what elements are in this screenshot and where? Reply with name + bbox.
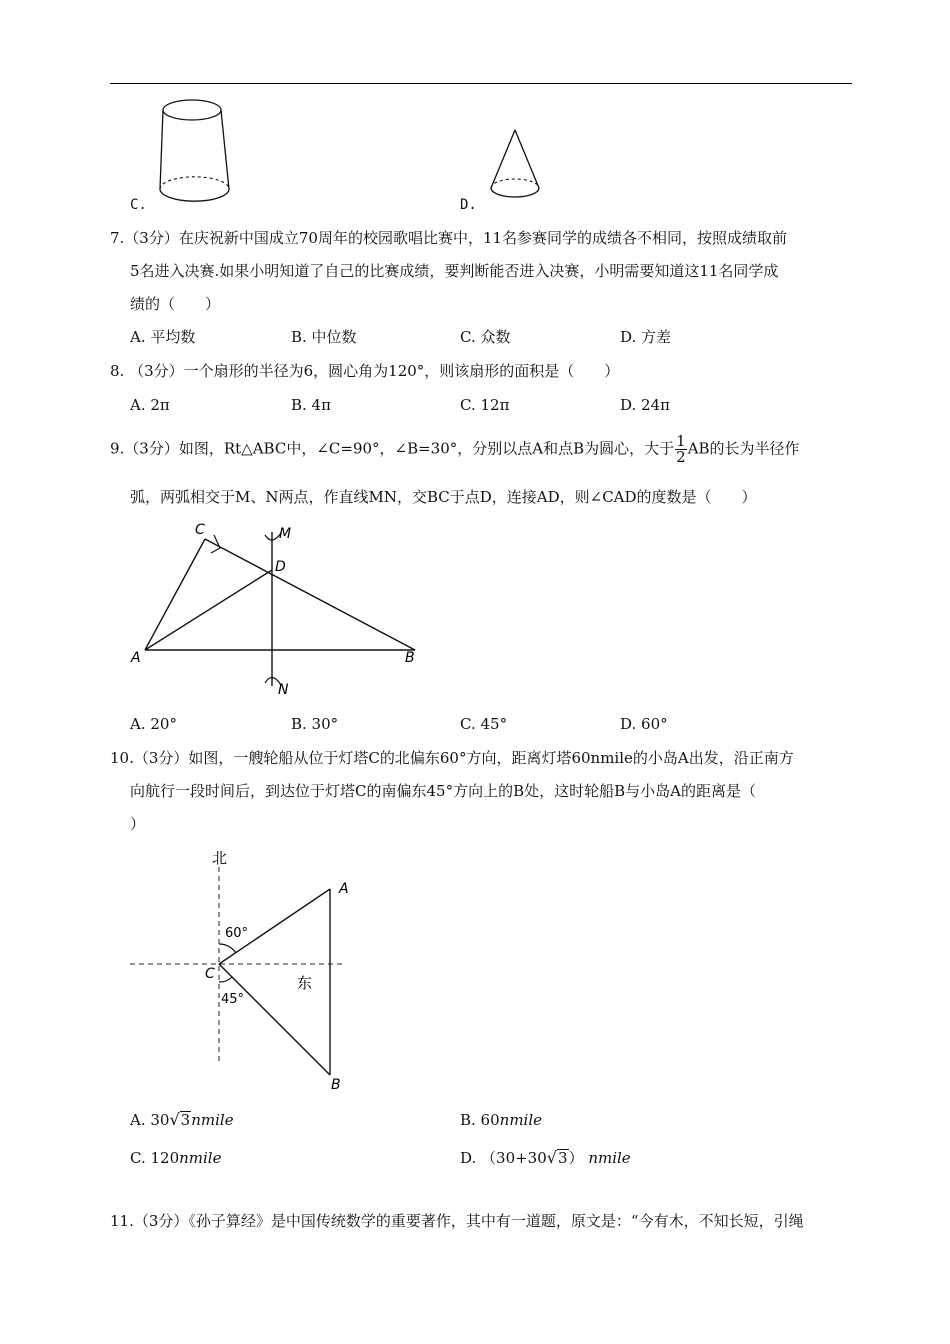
q9-option-d[interactable]: D. 60° (620, 715, 668, 733)
q7-line1: 7.（3分）在庆祝新中国成立70周年的校园歌唱比赛中，11名参赛同学的成绩各不相同，按照成绩取前 (110, 229, 788, 247)
q9-option-a[interactable]: A. 20° (130, 715, 177, 733)
sqrt-sign-icon: √ (169, 1110, 180, 1129)
q9-option-b[interactable]: B. 30° (291, 715, 339, 733)
q8-line1: 8. （3分）一个扇形的半径为6，圆心角为120°，则该扇形的面积是（ ） (110, 362, 620, 380)
header-rule (110, 83, 852, 84)
label-a: A (339, 881, 349, 897)
q9-line2: 弧，两弧相交于M、N两点，作直线MN，交BC于点D，连接AD，则∠CAD的度数是（ ） (130, 488, 757, 506)
label-c: C (205, 966, 215, 982)
q10-option-d[interactable] (460, 1148, 631, 1168)
q7-option-c[interactable]: C. 众数 (460, 328, 511, 346)
label-b: B (405, 650, 415, 666)
east-label: 东 (297, 974, 313, 992)
radicand: 3 (180, 1111, 191, 1129)
q8-option-a[interactable]: A. 2π (130, 396, 170, 414)
north-label: 北 (212, 849, 228, 867)
q7-line3: 绩的（ ） (130, 295, 221, 313)
half-fraction (675, 434, 687, 465)
unit: nmile (588, 1149, 631, 1167)
q10-option-b[interactable] (460, 1110, 542, 1130)
radicand: 3 (557, 1149, 568, 1167)
label-a: A (131, 650, 141, 666)
q11-line1: 11.（3分）《孙子算经》是中国传统数学的重要著作，其中有一道题，原文是：“今有木，不知长短，引绳 (110, 1212, 804, 1230)
fraction-denominator: 2 (676, 448, 686, 466)
label-c: C (195, 522, 205, 538)
angle-60-label: 60° (225, 926, 249, 941)
q9-line1-after: AB的长为半径作 (687, 439, 800, 458)
label-d: D (275, 559, 286, 575)
q7-line2: 5名进入决赛.如果小明知道了自己的比赛成绩，要判断能否进入决赛，小明需要知道这11名同学成 (130, 262, 779, 280)
option-d-prefix: D. （30+30 (460, 1149, 547, 1167)
unit: nmile (499, 1111, 543, 1129)
q10-line3: ） (130, 815, 146, 833)
sqrt-sign-icon: √ (546, 1148, 557, 1167)
label-n: N (278, 682, 289, 698)
q10-line2: 向航行一段时间后，到达位于灯塔C的南偏东45°方向上的B处，这时轮船B与小岛A的距离是（ (130, 782, 756, 800)
option-a-prefix: A. 30 (130, 1111, 170, 1129)
triangle-diagram (125, 520, 425, 700)
fraction-numerator: 1 (676, 432, 686, 450)
q8-option-d[interactable]: D. 24π (620, 396, 670, 414)
label-b: B (331, 1077, 341, 1093)
q9-line1-before: 9.（3分）如图，Rt△ABC中，∠C=90°，∠B=30°，分别以点A和点B为圆心，大于 (110, 439, 675, 458)
compass-diagram (125, 845, 365, 1095)
q10-option-c[interactable] (130, 1148, 221, 1168)
angle-45-label: 45° (221, 992, 245, 1007)
q6-option-c[interactable]: C. (130, 197, 147, 213)
q6-option-d[interactable]: D. (460, 197, 477, 213)
unit: nmile (191, 1111, 234, 1129)
q9-line1 (110, 434, 800, 465)
q7-option-d[interactable]: D. 方差 (620, 328, 672, 346)
option-b-prefix: B. 60 (460, 1111, 500, 1129)
q10-option-a[interactable] (130, 1110, 234, 1130)
label-m: M (279, 526, 292, 542)
q8-option-b[interactable]: B. 4π (291, 396, 331, 414)
cup-figure (155, 95, 240, 205)
q7-option-b[interactable]: B. 中位数 (291, 328, 357, 346)
cone-figure (485, 125, 545, 205)
q8-option-c[interactable]: C. 12π (460, 396, 510, 414)
option-d-suffix: ） (568, 1149, 584, 1167)
unit: nmile (179, 1149, 222, 1167)
q9-option-c[interactable]: C. 45° (460, 715, 508, 733)
option-c-prefix: C. 120 (130, 1149, 180, 1167)
q10-line1: 10.（3分）如图，一艘轮船从位于灯塔C的北偏东60°方向，距离灯塔60nmile的小岛A出发，沿正南方 (110, 749, 794, 767)
q7-option-a[interactable]: A. 平均数 (130, 328, 196, 346)
